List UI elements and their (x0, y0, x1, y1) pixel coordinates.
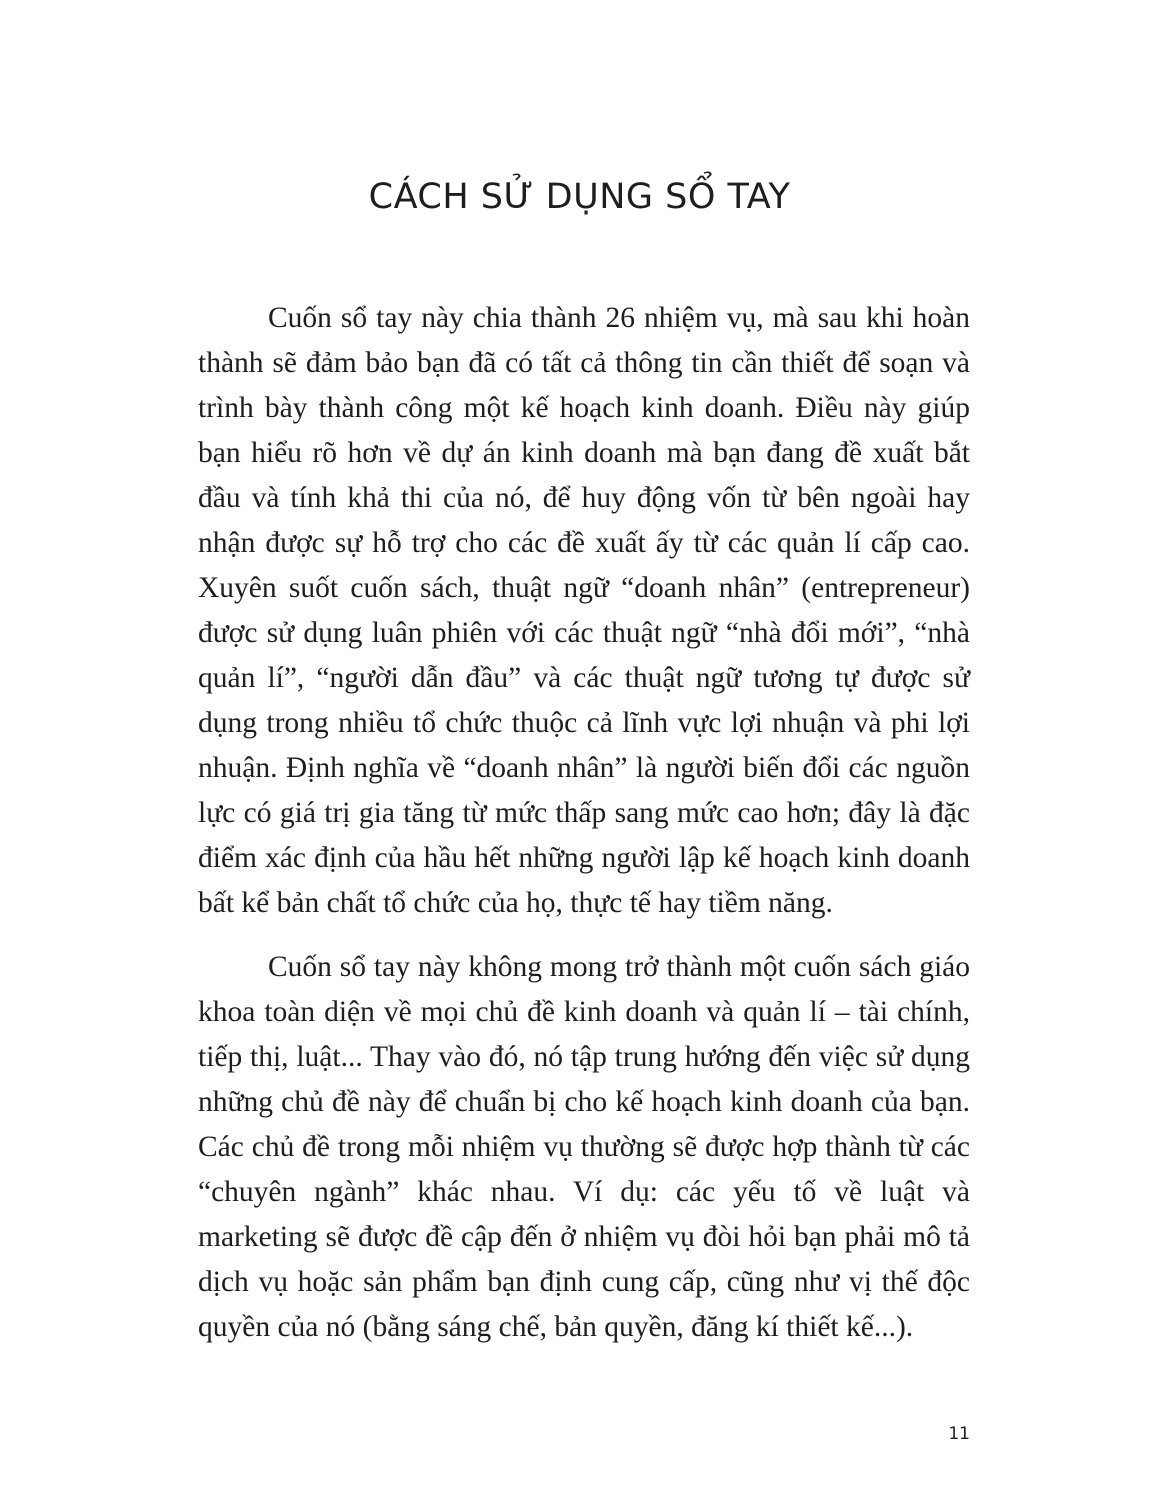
paragraph: Cuốn sổ tay này không mong trở thành một cuốn sách giáo khoa toàn diện về mọi chủ đề kinh doanh và quản lí – tài chính, tiếp thị, luật... Thay vào đó, nó tập trung hướng đến việc sử dụng những chủ đề này để chuẩn bị cho kế hoạch kinh doanh của bạn. Các chủ đề trong mỗi nhiệm vụ thường sẽ được hợp thành từ các “chuyên ngành” khác nhau. Ví dụ: các yếu tố về luật và marketing sẽ được đề cập đến ở nhiệm vụ đòi hỏi bạn phải mô tả dịch vụ hoặc sản phẩm bạn định cung cấp, cũng như vị thế độc quyền của nó (bằng sáng chế, bản quyền, đăng kí thiết kế...). (198, 951, 970, 1343)
body-text (198, 296, 970, 1350)
page-title: CÁCH SỬ DỤNG SỔ TAY (368, 177, 791, 217)
page-number: 11 (948, 1424, 970, 1444)
paragraph: Cuốn sổ tay này chia thành 26 nhiệm vụ, mà sau khi hoàn thành sẽ đảm bảo bạn đã có tất cả thông tin cần thiết để soạn và trình bày thành công một kế hoạch kinh doanh. Điều này giúp bạn hiểu rõ hơn về dự án kinh doanh mà bạn đang đề xuất bắt đầu và tính khả thi của nó, để huy động vốn từ bên ngoài hay nhận được sự hỗ trợ cho các đề xuất ấy từ các quản lí cấp cao. Xuyên suốt cuốn sách, thuật ngữ “doanh nhân” (entrepreneur) được sử dụng luân phiên với các thuật ngữ “nhà đổi mới”, “nhà quản lí”, “người dẫn đầu” và các thuật ngữ tương tự được sử dụng trong nhiều tổ chức thuộc cả lĩnh vực lợi nhuận và phi lợi nhuận. Định nghĩa về “doanh nhân” là người biến đổi các nguồn lực có giá trị gia tăng từ mức thấp sang mức cao hơn; đây là đặc điểm xác định của hầu hết những người lập kế hoạch kinh doanh bất kể bản chất tổ chức của họ, thực tế hay tiềm năng. (198, 302, 970, 919)
